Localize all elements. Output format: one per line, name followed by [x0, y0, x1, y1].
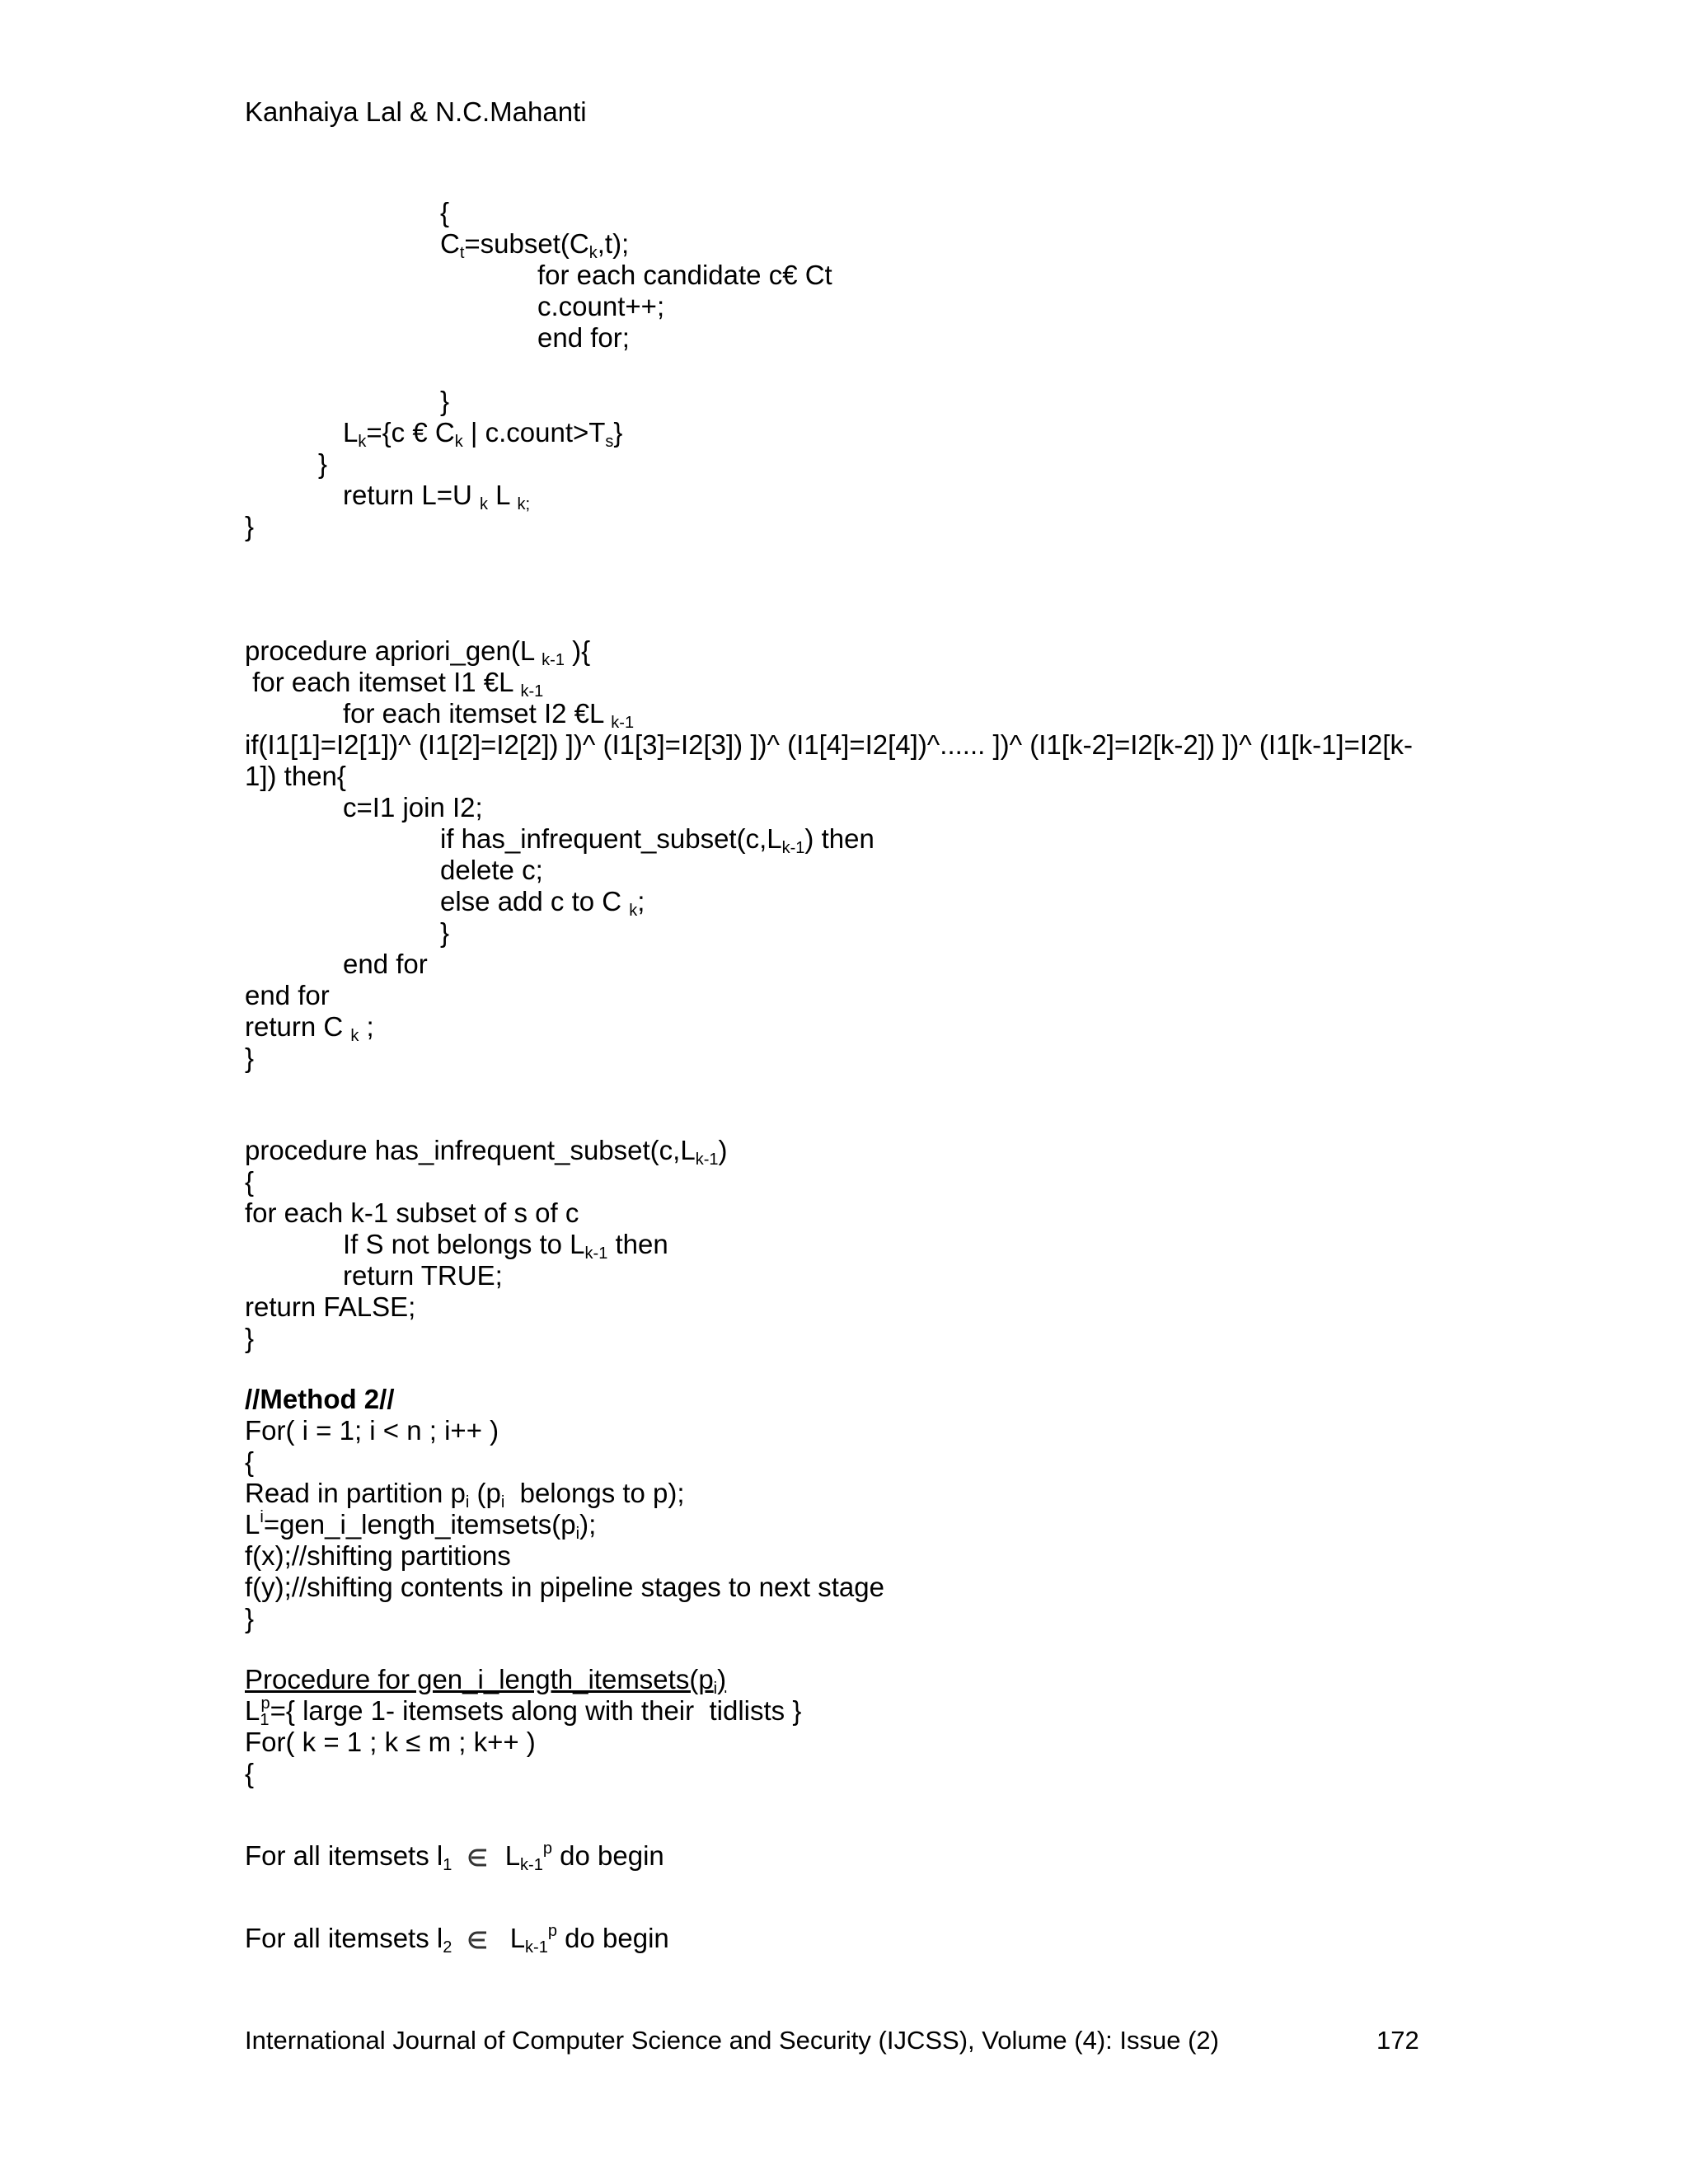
code-line: for each candidate c€ Ct: [537, 260, 832, 290]
code-line: delete c;: [440, 855, 543, 885]
code-line: {: [245, 1446, 255, 1477]
code-line: f(y);//shifting contents in pipeline stages to next stage: [245, 1572, 884, 1602]
code-line: }: [245, 1603, 255, 1633]
code-line: return FALSE;: [245, 1291, 416, 1322]
page-number: 172: [1376, 2026, 1419, 2055]
code-line: }: [245, 1043, 255, 1073]
code-line: for each itemset I1 €L $_{k-1}$: [245, 667, 544, 701]
code-line: for each k-1 subset of s of c: [245, 1197, 579, 1228]
code-line: {: [245, 1166, 255, 1197]
code-line: procedure $has\_infrequent\_subset(c,L_{k-1})$: [245, 1135, 728, 1169]
code-line: $L^i=gen\_i\_length\_itemsets(p_i)$;: [245, 1508, 597, 1543]
code-line: return L=U $_k$ L $_{k;}$: [343, 480, 531, 513]
code-line: $C_t=subset(C_k,t)$;: [440, 228, 630, 262]
code-line: For( i = 1; i < n ; i++ ): [245, 1415, 499, 1446]
code-line: c.count++;: [537, 291, 665, 321]
code-line: end for: [343, 949, 428, 979]
code-line: For all itemsets $l_2$ $L_{k-1}^p$ do begin: [245, 1922, 669, 1957]
code-line: }: [318, 448, 328, 479]
code-line: For all itemsets $l_1$ $L_{k-1}^p$ do begin: [245, 1840, 664, 1874]
code-line: for each itemset I2 €L $_{k-1}$: [343, 698, 635, 732]
code-line: if $has\_infrequent\_subset(c,L_{k-1})$ then: [440, 823, 874, 857]
code-line: For( k = 1 ; k ≤ m ; k++ ): [245, 1727, 536, 1757]
code-line: If S not belongs to $L_{k-1}$ then: [343, 1229, 668, 1263]
procedure-title: Procedure for $gen\_i\_length\_itemsets(p_i)$: [245, 1664, 727, 1698]
code-line: f(x);//shifting partitions: [245, 1540, 511, 1571]
code-line: }: [440, 386, 450, 416]
code-line: c=I1 join I2;: [343, 792, 483, 823]
code-line: }: [245, 511, 255, 541]
code-line: if(I1[1]=I2[1])^ (I1[2]=I2[2]) ])^ (I1[3]=I2[3]) ])^ (I1[4]=I2[4])^...... ])^ (I1[k-2]=I2[k-2]) ])^ (I1[k-1]=I2[k-: [245, 729, 1414, 760]
footer-journal: International Journal of Computer Science and Security (IJCSS), Volume (4): Issue (2): [245, 2026, 1219, 2055]
code-line: Read in partition $p_i$ ($p_i$ belongs to p);: [245, 1478, 685, 1511]
element-of-icon: [468, 1847, 490, 1868]
element-of-icon: [468, 1929, 490, 1951]
code-line: }: [245, 1323, 255, 1353]
code-line: return TRUE;: [343, 1260, 503, 1291]
code-line: procedure apriori_gen(L $_{k-1}$ ){: [245, 635, 591, 669]
code-line: $L_k=\{c$ € $C_k$ | $c.count>T_s$}: [343, 417, 623, 451]
code-line: }: [440, 917, 450, 948]
code-line: 1]) then{: [245, 761, 346, 791]
section-title: //Method 2//: [245, 1384, 395, 1414]
code-line: else add c to C $_k$;: [440, 886, 645, 920]
page-header: Kanhaiya Lal & N.C.Mahanti: [245, 96, 587, 127]
code-line: {: [440, 197, 450, 227]
code-line: end for;: [537, 322, 630, 353]
code-line: $L_1^p=${ large 1- itemsets along with their tidlists }: [245, 1694, 802, 1729]
code-line: {: [245, 1758, 255, 1788]
code-line: end for: [245, 980, 330, 1010]
code-line: return C $_k$ ;: [245, 1011, 374, 1045]
